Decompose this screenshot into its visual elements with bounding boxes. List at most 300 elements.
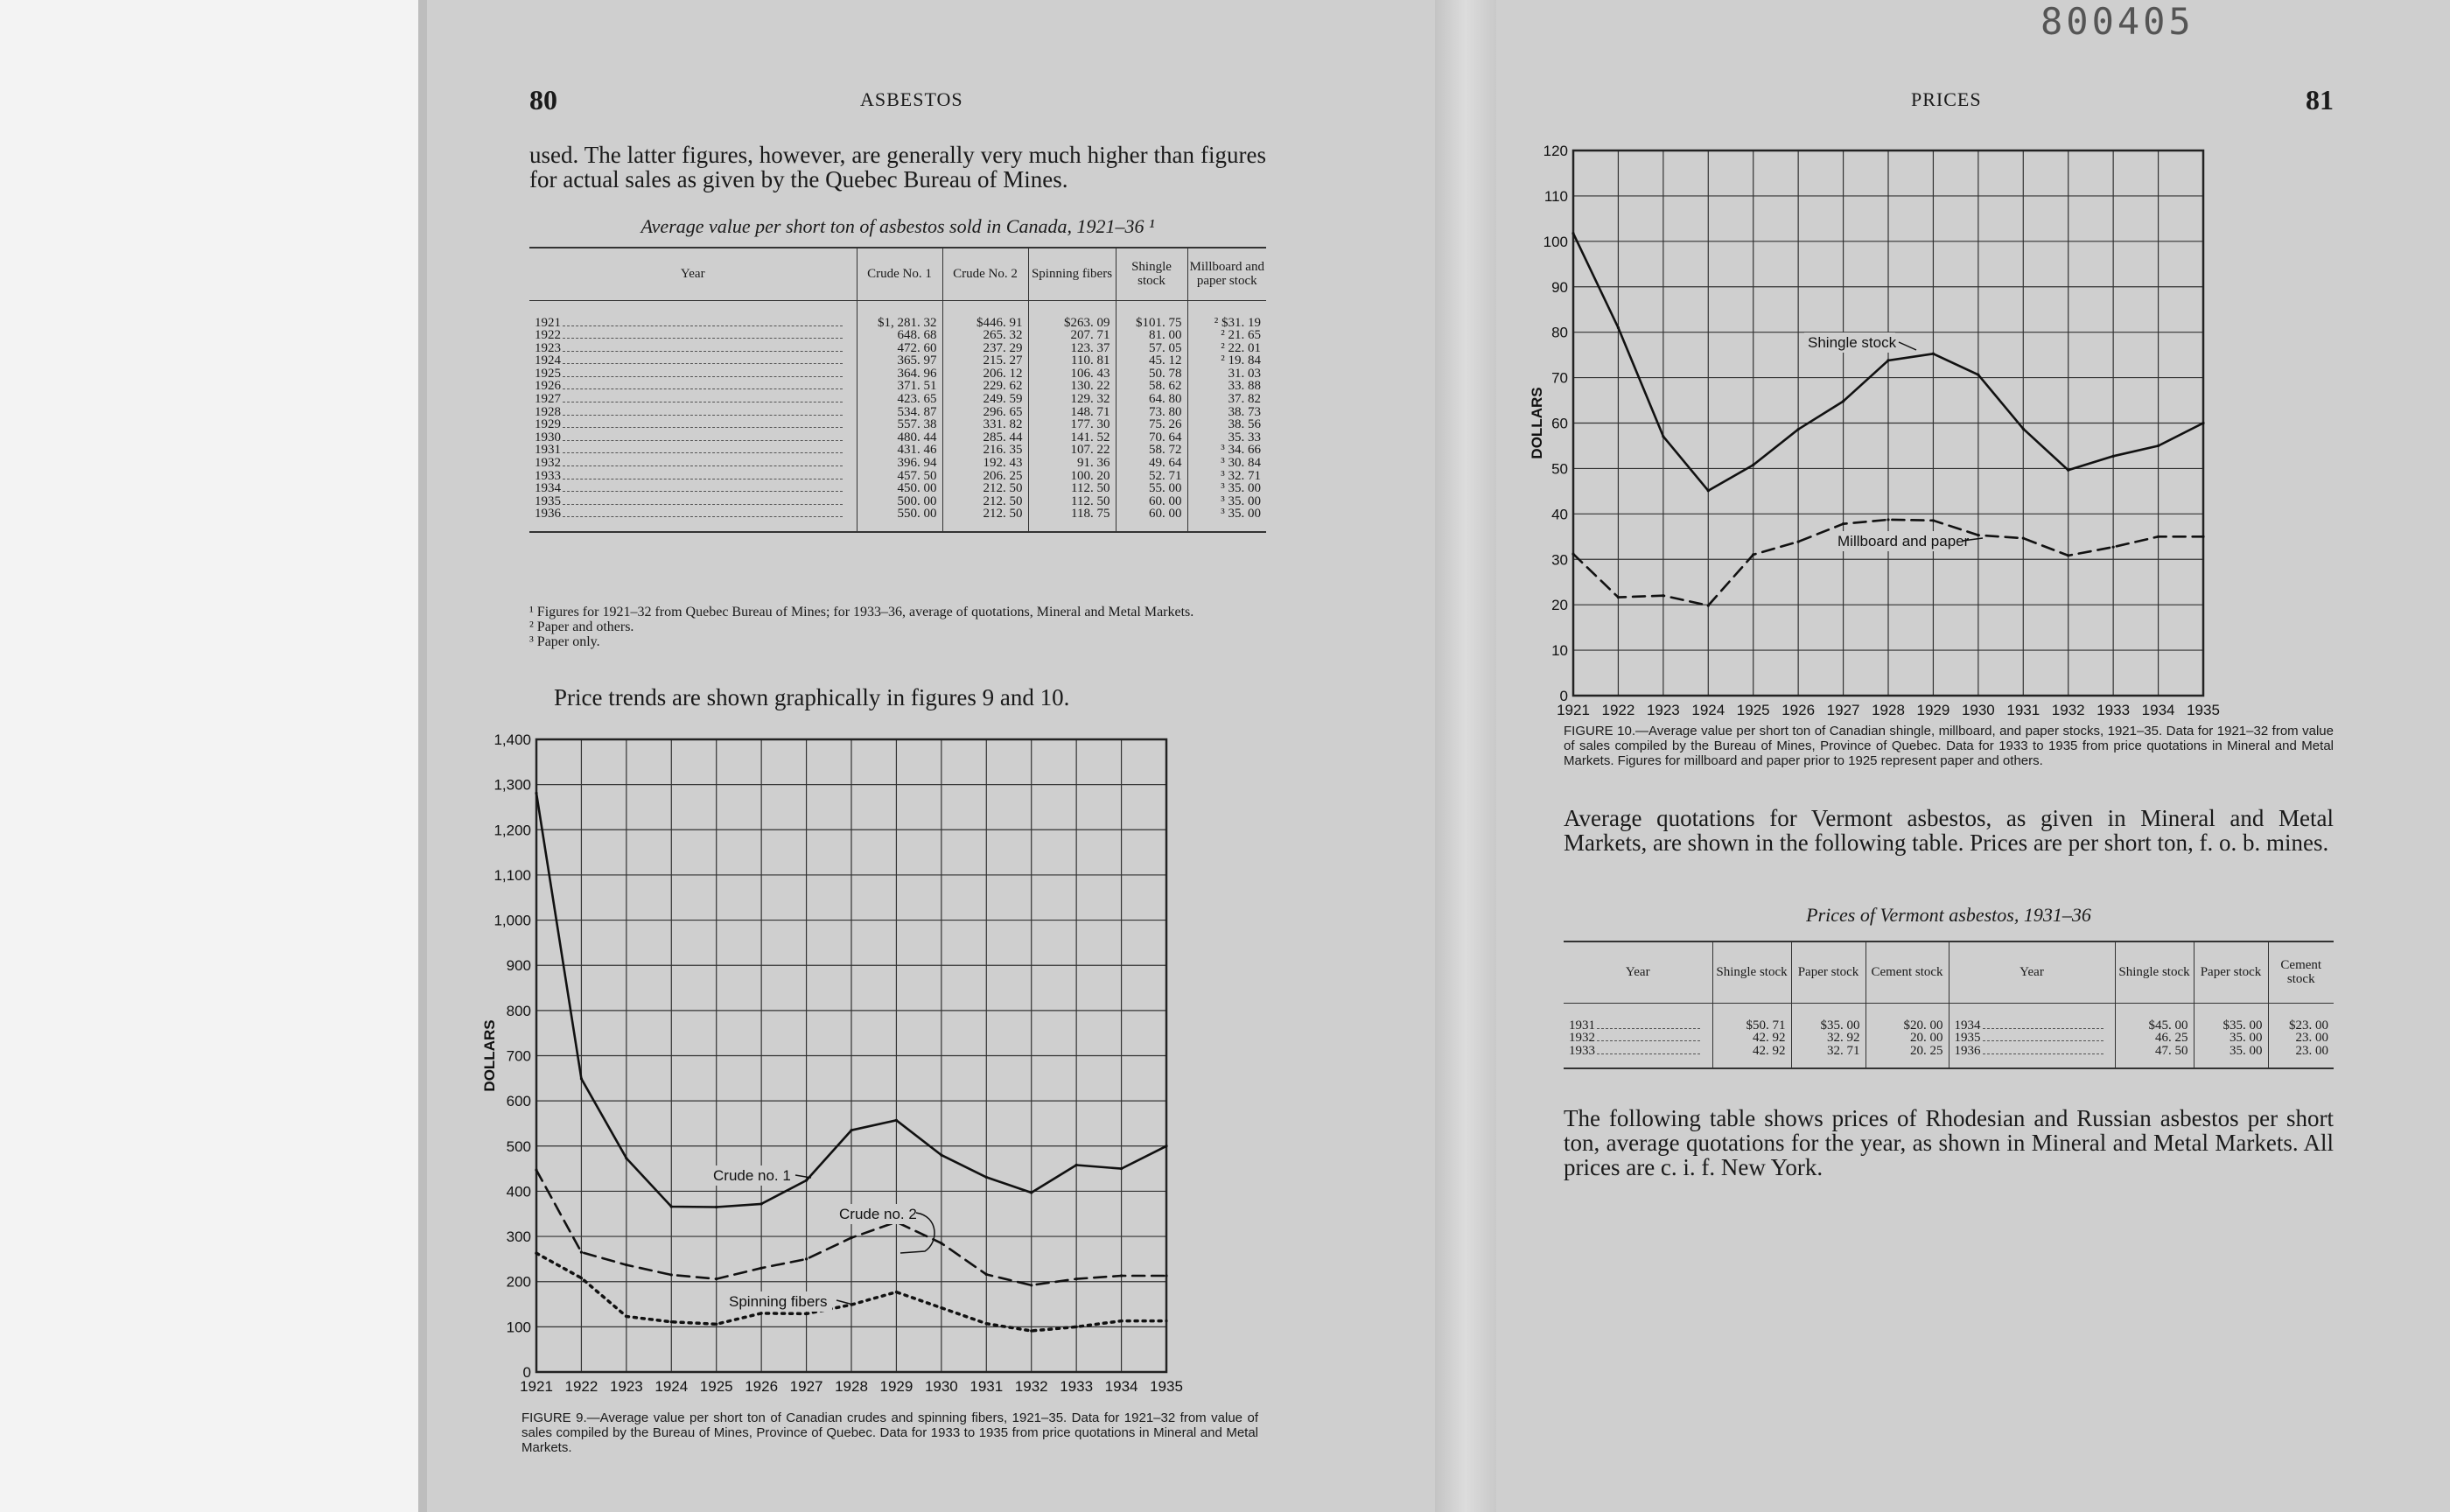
series-label-leader — [836, 1300, 853, 1305]
value-cell: 52. 71 — [1116, 470, 1187, 483]
value-cell: $45. 00 — [2115, 1003, 2194, 1032]
data-point — [1075, 1326, 1078, 1328]
x-tick-label: 1921 — [1557, 702, 1590, 718]
value-cell: 364. 96 — [857, 368, 942, 381]
table-row — [529, 380, 1266, 393]
year-label: 1925 — [535, 366, 561, 381]
x-tick-label: 1928 — [835, 1378, 868, 1395]
value-cell: 47. 50 — [2115, 1045, 2194, 1069]
data-point — [1977, 534, 1979, 536]
leader-dots — [563, 496, 843, 505]
leader-dots — [563, 407, 843, 416]
figure-9-caption: FIGURE 9.—Average value per short ton of Canadian crudes and spinning fibers, 1921–35. Data for 1921–32 from value of sales compiled by the Bureau of Mines, Province of Quebec. Data for 1933 to 1935 from price quotations in Mineral and Metal Markets. — [522, 1410, 1258, 1455]
data-point — [895, 1291, 898, 1293]
left-page — [427, 0, 1435, 1512]
value-cell: 550. 00 — [857, 508, 942, 532]
year-cell — [1949, 1045, 2115, 1069]
column-header: Crude No. 1 — [857, 248, 942, 300]
leader-dots — [563, 343, 843, 352]
data-point — [1662, 435, 1664, 438]
leader-dots — [563, 419, 843, 428]
column-header: Crude No. 2 — [942, 248, 1028, 300]
table-row — [529, 418, 1266, 431]
data-point — [1752, 464, 1754, 466]
x-tick-label: 1924 — [1691, 702, 1726, 718]
right-page — [1496, 0, 2450, 1512]
year-label: 1934 — [535, 481, 561, 496]
year-cell — [529, 418, 857, 431]
value-cell: 215. 27 — [942, 354, 1028, 368]
value-cell: 20. 00 — [1866, 1032, 1949, 1045]
value-cell: ² 22. 01 — [1187, 342, 1266, 355]
year-label: 1922 — [535, 328, 561, 343]
y-tick-label: 200 — [506, 1273, 531, 1291]
x-tick-label: 1930 — [1961, 702, 1995, 718]
year-cell — [529, 444, 857, 457]
table-row — [1564, 1003, 2334, 1032]
table-row — [529, 354, 1266, 368]
y-tick-label: 30 — [1551, 551, 1568, 569]
data-point — [2022, 536, 2025, 539]
year-label: 1930 — [535, 430, 561, 444]
vermont-price-table — [1564, 941, 2334, 1069]
x-tick-label: 1932 — [2051, 702, 2085, 718]
value-cell: 106. 43 — [1028, 368, 1116, 381]
leader-dots — [1983, 1020, 2104, 1029]
leader-dots — [1597, 1020, 1700, 1029]
year-cell — [529, 508, 857, 532]
x-tick-label: 1931 — [2006, 702, 2040, 718]
column-header: Millboard and paper stock — [1187, 248, 1266, 300]
year-label: 1927 — [535, 392, 561, 407]
value-cell: 216. 35 — [942, 444, 1028, 457]
y-tick-label: 10 — [1551, 642, 1568, 660]
column-header: Shingle stock — [1712, 942, 1791, 1003]
footnote-2: ² Paper and others. — [529, 620, 634, 634]
x-tick-label: 1935 — [2187, 702, 2220, 718]
value-cell: 38. 73 — [1187, 406, 1266, 419]
value-cell: $101. 75 — [1116, 300, 1187, 329]
value-cell: 35. 33 — [1187, 431, 1266, 444]
year-cell — [529, 495, 857, 508]
x-tick-label: 1927 — [789, 1378, 823, 1395]
footnote-3: ³ Paper only. — [529, 634, 600, 649]
year-label: 1933 — [1569, 1043, 1595, 1058]
data-point — [1842, 400, 1844, 402]
value-cell: ³ 35. 00 — [1187, 508, 1266, 532]
x-tick-label: 1925 — [699, 1378, 733, 1395]
data-point — [1752, 553, 1754, 556]
data-point — [985, 1176, 988, 1179]
year-label: 1929 — [535, 417, 561, 432]
y-tick-label: 0 — [522, 1364, 531, 1381]
data-point — [850, 1236, 852, 1239]
data-point — [1707, 604, 1710, 606]
value-cell: 450. 00 — [857, 482, 942, 495]
x-tick-label: 1922 — [564, 1378, 598, 1395]
binding-edge — [418, 0, 427, 1512]
y-tick-label: 600 — [506, 1093, 531, 1110]
data-point — [1120, 1274, 1123, 1277]
value-cell: 123. 37 — [1028, 342, 1116, 355]
value-cell: 206. 25 — [942, 470, 1028, 483]
data-point — [760, 1202, 763, 1205]
leader-dots — [563, 394, 843, 402]
y-tick-label: 1,300 — [494, 776, 531, 794]
year-cell — [529, 482, 857, 495]
y-tick-label: 1,000 — [494, 912, 531, 929]
x-tick-label: 1926 — [1782, 702, 1816, 718]
x-tick-label: 1934 — [2141, 702, 2175, 718]
table-row — [529, 508, 1266, 532]
value-cell: 237. 29 — [942, 342, 1028, 355]
y-tick-label: 80 — [1551, 324, 1568, 341]
data-point — [940, 1242, 942, 1244]
value-cell: 500. 00 — [857, 495, 942, 508]
page-number: 81 — [2306, 84, 2334, 116]
y-tick-label: 100 — [1543, 233, 1568, 250]
data-point — [1707, 489, 1710, 492]
value-cell: 423. 65 — [857, 393, 942, 406]
table-caption: Average value per short ton of asbestos sold in Canada, 1921–36 ¹ — [640, 215, 1155, 237]
leader-dots — [563, 458, 843, 466]
leader-dots — [563, 471, 843, 480]
page-gutter — [1435, 0, 1496, 1512]
value-cell: 118. 75 — [1028, 508, 1116, 532]
year-label: 1935 — [535, 494, 561, 508]
data-point — [535, 1252, 537, 1255]
x-tick-label: 1930 — [924, 1378, 958, 1395]
data-point — [2157, 444, 2160, 447]
table-row — [529, 406, 1266, 419]
data-point — [940, 1154, 942, 1157]
series-label: Millboard and paper — [1838, 533, 1970, 550]
year-cell — [529, 431, 857, 444]
data-point — [535, 1169, 537, 1172]
data-point — [1030, 1284, 1032, 1286]
value-cell: 212. 50 — [942, 495, 1028, 508]
data-point — [1165, 1320, 1167, 1322]
data-point — [805, 1312, 808, 1315]
value-cell: 81. 00 — [1116, 329, 1187, 342]
leader-dots — [1597, 1046, 1700, 1054]
value-cell: 50. 78 — [1116, 368, 1187, 381]
value-cell: 31. 03 — [1187, 368, 1266, 381]
value-cell: 480. 44 — [857, 431, 942, 444]
canada-price-table — [529, 247, 1266, 533]
value-cell: 141. 52 — [1028, 431, 1116, 444]
value-cell: ³ 30. 84 — [1187, 457, 1266, 470]
x-tick-label: 1922 — [1601, 702, 1635, 718]
leader-dots — [563, 483, 843, 492]
y-tick-label: 900 — [506, 957, 531, 975]
series-label: Spinning fibers — [729, 1293, 828, 1310]
x-tick-label: 1935 — [1150, 1378, 1183, 1395]
data-point — [985, 1273, 988, 1276]
value-cell: 110. 81 — [1028, 354, 1116, 368]
x-tick-label: 1933 — [1060, 1378, 1094, 1395]
value-cell: $263. 09 — [1028, 300, 1116, 329]
value-cell: 35. 00 — [2194, 1032, 2268, 1045]
table-row — [529, 342, 1266, 355]
x-tick-label: 1929 — [879, 1378, 914, 1395]
value-cell: 42. 92 — [1712, 1045, 1791, 1069]
data-point — [715, 1206, 718, 1208]
year-cell — [529, 368, 857, 381]
year-label: 1926 — [535, 379, 561, 394]
value-cell: 70. 64 — [1116, 431, 1187, 444]
footnote-1: ¹ Figures for 1921–32 from Quebec Bureau of Mines; for 1933–36, average of quotations, Mineral and Metal Markets. — [529, 605, 1194, 620]
year-cell — [529, 457, 857, 470]
value-cell: ² $31. 19 — [1187, 300, 1266, 329]
year-cell — [1564, 1003, 1712, 1032]
year-label: 1936 — [535, 507, 561, 522]
y-tick-label: 0 — [1559, 688, 1568, 704]
data-point — [2067, 554, 2069, 556]
value-cell: 396. 94 — [857, 457, 942, 470]
value-cell: 107. 22 — [1028, 444, 1116, 457]
figure-10-chart — [1529, 131, 2319, 726]
data-point — [2202, 422, 2204, 424]
value-cell: 37. 82 — [1187, 393, 1266, 406]
value-cell: 265. 32 — [942, 329, 1028, 342]
year-label: 1931 — [535, 443, 561, 458]
data-point — [850, 1129, 852, 1131]
data-point — [1886, 359, 1889, 361]
leader-dots — [563, 444, 843, 453]
value-cell: 45. 12 — [1116, 354, 1187, 368]
value-cell: 23. 00 — [2268, 1032, 2334, 1045]
value-cell: 42. 92 — [1712, 1032, 1791, 1045]
y-tick-label: 60 — [1551, 415, 1568, 432]
year-cell — [529, 354, 857, 368]
data-point — [2157, 536, 2160, 538]
value-cell: 371. 51 — [857, 380, 942, 393]
leader-dots — [1597, 1032, 1700, 1041]
table-row — [529, 444, 1266, 457]
value-cell: 58. 62 — [1116, 380, 1187, 393]
table-row — [1564, 1045, 2334, 1069]
x-tick-label: 1934 — [1104, 1378, 1138, 1395]
year-cell — [1949, 1003, 2115, 1032]
x-tick-label: 1921 — [520, 1378, 553, 1395]
x-tick-label: 1924 — [654, 1378, 689, 1395]
value-cell: 177. 30 — [1028, 418, 1116, 431]
data-point — [985, 1322, 988, 1325]
y-tick-label: 1,400 — [494, 732, 531, 748]
y-tick-label: 120 — [1543, 143, 1568, 159]
value-cell: 20. 25 — [1866, 1045, 1949, 1069]
data-point — [1120, 1167, 1123, 1170]
data-point — [2067, 469, 2069, 472]
data-point — [940, 1306, 942, 1309]
y-tick-label: 70 — [1551, 369, 1568, 387]
figure-10-caption: FIGURE 10.—Average value per short ton of Canadian shingle, millboard, and paper stocks, 1921–35. Data for 1921–32 from value of sales compiled by the Bureau of Mines, Province of Quebec. Data for 1933 to 1935 from price quotations in Mineral and Metal Markets. Figures for millboard and paper prior to 1925 represent paper and others. — [1564, 724, 2334, 768]
y-tick-label: 100 — [506, 1319, 531, 1336]
data-point — [2112, 546, 2115, 549]
data-point — [1932, 353, 1935, 355]
value-cell: 64. 80 — [1116, 393, 1187, 406]
footnotes — [529, 605, 1266, 649]
table-row — [529, 495, 1266, 508]
y-tick-label: 1,200 — [494, 822, 531, 839]
y-tick-label: 40 — [1551, 506, 1568, 523]
value-cell: $35. 00 — [1791, 1003, 1866, 1032]
value-cell: 249. 59 — [942, 393, 1028, 406]
year-label: 1921 — [535, 315, 561, 330]
value-cell: 130. 22 — [1028, 380, 1116, 393]
year-cell — [529, 470, 857, 483]
data-point — [1165, 1144, 1167, 1147]
data-point — [670, 1273, 673, 1276]
y-tick-label: 300 — [506, 1228, 531, 1246]
value-cell: ³ 34. 66 — [1187, 444, 1266, 457]
data-point — [1977, 374, 1979, 376]
series-label-leader — [1899, 342, 1916, 350]
year-label: 1924 — [535, 354, 561, 368]
data-point — [1932, 519, 1935, 522]
value-cell: $446. 91 — [942, 300, 1028, 329]
value-cell: 212. 50 — [942, 482, 1028, 495]
figure-9-chart — [481, 726, 1271, 1409]
data-point — [715, 1278, 718, 1280]
data-point — [1030, 1191, 1032, 1194]
leader-dots — [563, 368, 843, 377]
vermont-table-caption: Prices of Vermont asbestos, 1931–36 — [1806, 904, 2091, 926]
value-cell: $20. 00 — [1866, 1003, 1949, 1032]
value-cell: 148. 71 — [1028, 406, 1116, 419]
y-tick-label: 400 — [506, 1183, 531, 1200]
leader-dots — [563, 318, 843, 326]
x-tick-label: 1926 — [745, 1378, 779, 1395]
running-head: ASBESTOS — [860, 88, 963, 110]
y-tick-label: 110 — [1544, 187, 1568, 205]
table-row — [529, 482, 1266, 495]
value-cell: 73. 80 — [1116, 406, 1187, 419]
table-row — [529, 300, 1266, 329]
value-cell: ³ 35. 00 — [1187, 482, 1266, 495]
value-cell: 648. 68 — [857, 329, 942, 342]
column-header: Shingle stock — [1116, 248, 1187, 300]
value-cell: $1, 281. 32 — [857, 300, 942, 329]
value-cell: 32. 92 — [1791, 1032, 1866, 1045]
value-cell: 32. 71 — [1791, 1045, 1866, 1069]
value-cell: ³ 32. 71 — [1187, 470, 1266, 483]
table-row — [529, 457, 1266, 470]
archive-stamp: 800405 — [2040, 0, 2194, 43]
year-label: 1936 — [1954, 1043, 1981, 1058]
value-cell: 55. 00 — [1116, 482, 1187, 495]
year-cell — [529, 342, 857, 355]
year-cell — [1564, 1032, 1712, 1045]
intro-paragraph: used. The latter figures, however, are generally very much higher than figures for actual sales as given by the Quebec Bureau of Mines. — [529, 142, 1266, 192]
vermont-paragraph: Average quotations for Vermont asbestos, as given in Mineral and Metal Markets, are shown in the following table. Prices are per short ton, f. o. b. mines. — [1564, 805, 2334, 856]
value-cell: 112. 50 — [1028, 495, 1116, 508]
value-cell: 472. 60 — [857, 342, 942, 355]
value-cell: 57. 05 — [1116, 342, 1187, 355]
value-cell: 91. 36 — [1028, 457, 1116, 470]
value-cell: 49. 64 — [1116, 457, 1187, 470]
year-cell — [1564, 1045, 1712, 1069]
data-point — [580, 1077, 583, 1080]
data-point — [1797, 428, 1800, 430]
value-cell: 296. 65 — [942, 406, 1028, 419]
column-header: Year — [1625, 965, 1650, 980]
table-row — [529, 329, 1266, 342]
data-point — [715, 1323, 718, 1326]
data-point — [625, 1157, 627, 1159]
data-point — [1075, 1164, 1078, 1166]
value-cell: 23. 00 — [2268, 1045, 2334, 1069]
leader-dots — [563, 330, 843, 339]
column-header: Year — [1949, 942, 2115, 1003]
value-cell: 457. 50 — [857, 470, 942, 483]
data-point — [1075, 1278, 1078, 1280]
trend-sentence: Price trends are shown graphically in figures 9 and 10. — [554, 684, 1070, 710]
value-cell: ² 19. 84 — [1187, 354, 1266, 368]
data-point — [1617, 326, 1620, 329]
y-tick-label: 50 — [1551, 460, 1568, 478]
data-point — [895, 1119, 898, 1122]
year-label: 1933 — [535, 468, 561, 483]
value-cell: 534. 87 — [857, 406, 942, 419]
data-point — [1572, 552, 1574, 555]
series-label: Shingle stock — [1808, 334, 1897, 351]
leader-dots — [563, 508, 843, 517]
value-cell: ² 21. 65 — [1187, 329, 1266, 342]
page-number: 80 — [529, 84, 557, 116]
running-head: PRICES — [1911, 88, 1982, 110]
value-cell: 331. 82 — [942, 418, 1028, 431]
y-tick-label: 500 — [506, 1138, 531, 1155]
column-header: Year — [680, 267, 705, 282]
value-cell: 112. 50 — [1028, 482, 1116, 495]
data-point — [2112, 455, 2115, 458]
y-tick-label: 1,100 — [494, 866, 531, 884]
value-cell: 207. 71 — [1028, 329, 1116, 342]
value-cell: 38. 56 — [1187, 418, 1266, 431]
value-cell: 35. 00 — [2194, 1045, 2268, 1069]
value-cell: ³ 35. 00 — [1187, 495, 1266, 508]
data-point — [1886, 518, 1889, 521]
x-tick-label: 1933 — [2096, 702, 2131, 718]
data-point — [2022, 428, 2025, 430]
value-cell: 46. 25 — [2115, 1032, 2194, 1045]
data-point — [805, 1257, 808, 1260]
value-cell: 100. 20 — [1028, 470, 1116, 483]
leader-dots — [563, 355, 843, 364]
year-cell — [529, 300, 857, 329]
column-header: Spinning fibers — [1028, 248, 1116, 300]
x-tick-label: 1929 — [1916, 702, 1950, 718]
year-cell — [1949, 1032, 2115, 1045]
year-cell — [529, 380, 857, 393]
year-label: 1932 — [535, 456, 561, 471]
y-axis-label: DOLLARS — [1529, 387, 1545, 459]
data-point — [1842, 522, 1844, 525]
blank-margin — [0, 0, 418, 1512]
x-tick-label: 1932 — [1014, 1378, 1048, 1395]
value-cell: 206. 12 — [942, 368, 1028, 381]
x-tick-label: 1927 — [1826, 702, 1860, 718]
data-point — [625, 1315, 627, 1318]
year-label: 1932 — [1569, 1031, 1595, 1046]
data-point — [1030, 1329, 1032, 1332]
value-cell: 431. 46 — [857, 444, 942, 457]
year-label: 1931 — [1569, 1018, 1595, 1032]
value-cell: 58. 72 — [1116, 444, 1187, 457]
leader-dots — [1983, 1032, 2104, 1041]
